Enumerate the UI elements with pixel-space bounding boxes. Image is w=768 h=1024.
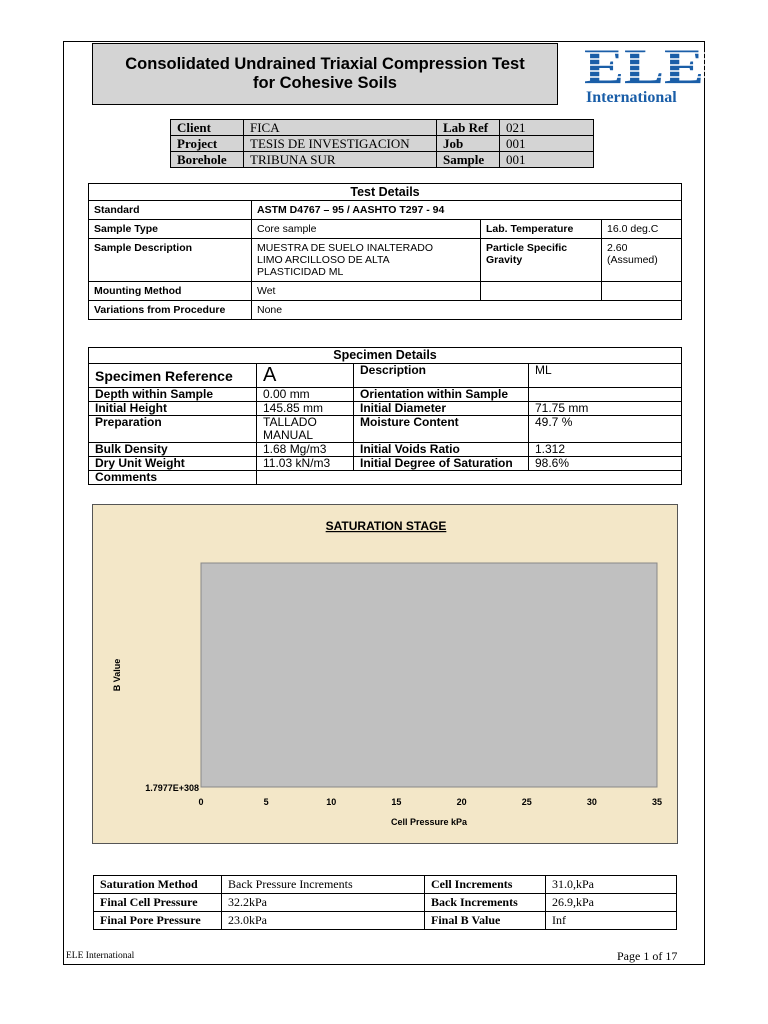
- logo-subtitle: International: [586, 89, 677, 106]
- lab-temp-value: 16.0 deg.C: [602, 220, 682, 239]
- mounting-value: Wet: [252, 282, 481, 301]
- final-pore-label: Final Pore Pressure: [94, 912, 222, 930]
- labref-value: 021: [500, 120, 594, 136]
- job-value: 001: [500, 136, 594, 152]
- mounting-blank-1: [481, 282, 602, 301]
- borehole-label: Borehole: [171, 152, 244, 168]
- psg-value-line-1: 2.60: [607, 242, 628, 254]
- test-details-table: [88, 183, 682, 320]
- depth-label: Depth within Sample: [89, 388, 257, 402]
- psg-label: [481, 239, 602, 282]
- saturation-degree-value: 98.6%: [529, 457, 682, 471]
- psg-value: [602, 239, 682, 282]
- x-tick-label: 35: [651, 797, 663, 807]
- moisture-value: 49.7 %: [529, 416, 682, 443]
- preparation-line-2: MANUAL: [263, 428, 314, 442]
- variations-value: None: [252, 301, 682, 320]
- footer-page-number: Page 1 of 17: [617, 949, 678, 963]
- x-tick-label: 15: [391, 797, 402, 807]
- specimen-ref-value: A: [257, 364, 354, 388]
- plot-area: [201, 563, 657, 787]
- specimen-details-table: [88, 347, 682, 485]
- variations-label: Variations from Procedure: [89, 301, 252, 320]
- preparation-value: [257, 416, 354, 443]
- saturation-degree-label: Initial Degree of Saturation: [354, 457, 529, 471]
- voids-ratio-value: 1.312: [529, 443, 682, 457]
- header-info-table: [170, 119, 594, 168]
- sample-desc-value: [252, 239, 481, 282]
- description-label: Description: [354, 364, 529, 388]
- sample-desc-line-1: MUESTRA DE SUELO INALTERADO: [257, 242, 434, 254]
- x-tick-labels: [198, 797, 662, 807]
- x-tick-label: 5: [263, 797, 269, 807]
- saturation-chart: [92, 504, 678, 844]
- height-label: Initial Height: [89, 402, 257, 416]
- sat-method-value: Back Pressure Increments: [222, 876, 425, 894]
- project-value: TESIS DE INVESTIGACION: [244, 136, 437, 152]
- mounting-label: Mounting Method: [89, 282, 252, 301]
- saturation-results-table: [93, 875, 677, 930]
- final-pore-value: 23.0kPa: [222, 912, 425, 930]
- psg-value-line-2: (Assumed): [607, 254, 658, 266]
- client-label: Client: [171, 120, 244, 136]
- x-tick-label: 20: [456, 797, 467, 807]
- ele-logo: [584, 43, 706, 107]
- lab-temp-label: Lab. Temperature: [481, 220, 602, 239]
- bulk-density-label: Bulk Density: [89, 443, 257, 457]
- sample-type-label: Sample Type: [89, 220, 252, 239]
- title-line-2: for Cohesive Soils: [253, 74, 397, 92]
- borehole-value: TRIBUNA SUR: [244, 152, 437, 168]
- comments-label: Comments: [89, 471, 257, 485]
- description-value: ML: [529, 364, 682, 388]
- psg-label-line-2: Gravity: [486, 254, 523, 266]
- x-tick-label: 10: [326, 797, 337, 807]
- client-value: FICA: [244, 120, 437, 136]
- dry-weight-value: 11.03 kN/m3: [257, 457, 354, 471]
- sample-label: Sample: [437, 152, 500, 168]
- dry-weight-label: Dry Unit Weight: [89, 457, 257, 471]
- sat-method-label: Saturation Method: [94, 876, 222, 894]
- title-line-1: Consolidated Undrained Triaxial Compression Test: [125, 55, 525, 73]
- y-axis-label: B Value: [112, 658, 122, 692]
- cell-increments-value: 31.0,kPa: [546, 876, 677, 894]
- chart-title: SATURATION STAGE: [325, 519, 447, 533]
- standard-label: Standard: [89, 201, 252, 220]
- depth-value: 0.00 mm: [257, 388, 354, 402]
- x-tick-label: 25: [521, 797, 532, 807]
- back-increments-value: 26.9,kPa: [546, 894, 677, 912]
- standard-value: ASTM D4767 – 95 / AASHTO T297 - 94: [252, 201, 682, 220]
- sample-value: 001: [500, 152, 594, 168]
- specimen-ref-label: Specimen Reference: [89, 364, 257, 388]
- final-cell-label: Final Cell Pressure: [94, 894, 222, 912]
- bulk-density-value: 1.68 Mg/m3: [257, 443, 354, 457]
- preparation-label: Preparation: [89, 416, 257, 443]
- sample-type-value: Core sample: [252, 220, 481, 239]
- sample-desc-line-3: PLASTICIDAD ML: [257, 266, 344, 278]
- back-increments-label: Back Increments: [425, 894, 546, 912]
- voids-ratio-label: Initial Voids Ratio: [354, 443, 529, 457]
- project-label: Project: [171, 136, 244, 152]
- psg-label-line-1: Particle Specific: [486, 242, 568, 254]
- labref-label: Lab Ref: [437, 120, 500, 136]
- diameter-value: 71.75 mm: [529, 402, 682, 416]
- x-axis-label: Cell Pressure kPa: [390, 817, 468, 827]
- sample-desc-line-2: LIMO ARCILLOSO DE ALTA: [257, 254, 390, 266]
- specimen-heading: Specimen Details: [89, 348, 682, 364]
- final-cell-value: 32.2kPa: [222, 894, 425, 912]
- test-details-heading: Test Details: [89, 184, 682, 201]
- job-label: Job: [437, 136, 500, 152]
- x-tick-label: 0: [198, 797, 204, 807]
- cell-increments-label: Cell Increments: [425, 876, 546, 894]
- report-title: [92, 43, 558, 105]
- mounting-blank-2: [602, 282, 682, 301]
- y-tick-labels: [145, 783, 199, 793]
- footer-company: ELE International: [66, 951, 135, 961]
- height-value: 145.85 mm: [257, 402, 354, 416]
- comments-value: [257, 471, 682, 485]
- saturation-chart-svg: [93, 505, 679, 845]
- preparation-line-1: TALLADO: [263, 415, 317, 429]
- orientation-label: Orientation within Sample: [354, 388, 529, 402]
- orientation-value: [529, 388, 682, 402]
- final-b-value: Inf: [546, 912, 677, 930]
- y-tick-label: 1.7977E+308: [145, 783, 199, 793]
- x-tick-label: 30: [586, 797, 597, 807]
- final-b-label: Final B Value: [425, 912, 546, 930]
- diameter-label: Initial Diameter: [354, 402, 529, 416]
- sample-desc-label: Sample Description: [89, 239, 252, 282]
- moisture-label: Moisture Content: [354, 416, 529, 443]
- svg-text:ELE: ELE: [584, 43, 704, 89]
- ele-logo-mark: [584, 43, 706, 89]
